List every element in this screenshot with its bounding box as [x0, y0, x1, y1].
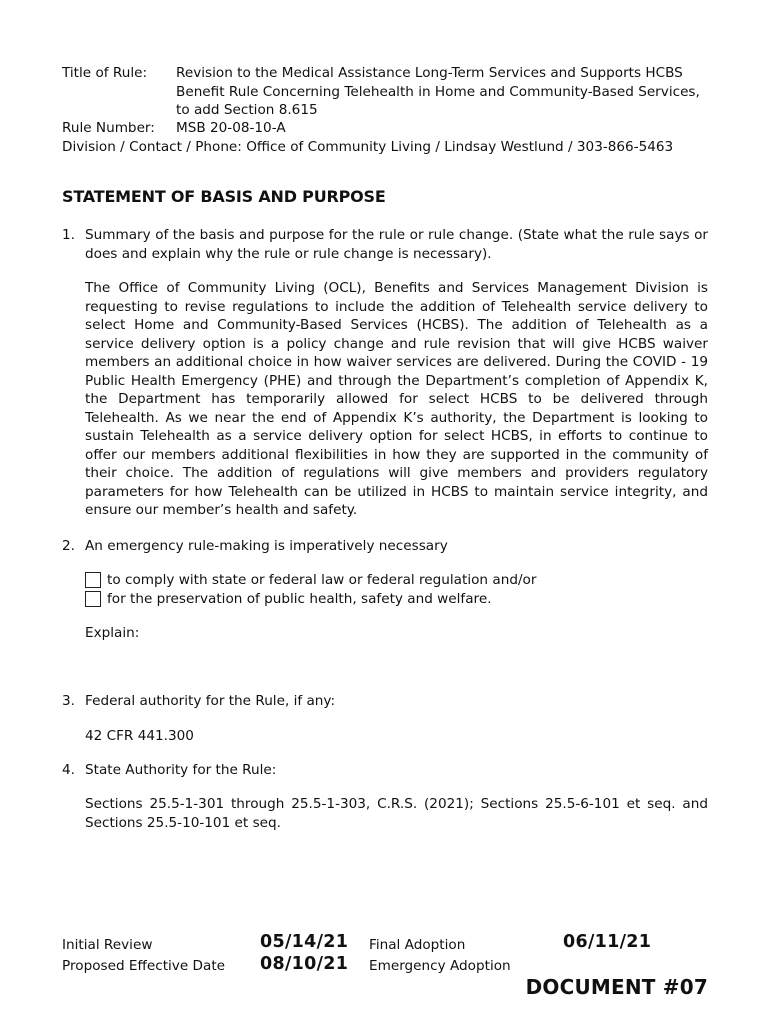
- emergency-adoption-label: Emergency Adoption: [369, 958, 511, 974]
- item-number-3: 3.: [62, 693, 75, 709]
- q3-prompt: Federal authority for the Rule, if any:: [85, 693, 336, 709]
- final-adoption-date: 06/11/21: [563, 932, 652, 952]
- initial-review-label: Initial Review: [62, 937, 153, 953]
- checkbox[interactable]: [85, 572, 101, 588]
- initial-review-date: 05/14/21: [260, 932, 349, 952]
- q1-answer: The Office of Community Living (OCL), Benefits and Services Management Division is requesting to revise regulations to include the addition of Telehealth service delivery to select Home and Community-Based Services (HCBS). The addition of Telehealth as a service delivery option is a policy change and rule revision that will give HCBS waiver members an additional choice in how waiver services are delivered. During the COVID - 19 Public Health Emergency (PHE) and through the Department’s completion of Appendix K, the Department has temporarily allowed for select HCBS to be delivered through Telehealth. As we near the end of Appendix K’s authority, the Department is looking to sustain Telehealth as a service delivery option for select HCBS, in efforts to continue to offer our members additional flexibilities in how they are supported in the community of their choice. The addition of regulations will give members and providers regulatory parameters for how Telehealth can be utilized in HCBS to maintain service integrity, and ensure our member’s health and safety.: [85, 280, 708, 518]
- checkbox-label: for the preservation of public health, safety and welfare.: [107, 590, 492, 607]
- proposed-effective-date-label: Proposed Effective Date: [62, 958, 226, 974]
- emergency-option-health[interactable]: [85, 590, 492, 608]
- q1-prompt: Summary of the basis and purpose for the rule or rule change. (State what the rule says or does and explain why the rule or rule change is necessary).: [85, 227, 708, 262]
- checkbox-label: to comply with state or federal law or federal regulation and/or: [107, 571, 537, 588]
- q4-prompt: State Authority for the Rule:: [85, 762, 277, 778]
- document-number: DOCUMENT #07: [525, 975, 708, 999]
- rule-number-value: MSB 20-08-10-A: [176, 120, 286, 136]
- item-number-4: 4.: [62, 762, 75, 778]
- section-title: STATEMENT OF BASIS AND PURPOSE: [62, 187, 386, 206]
- q3-answer: 42 CFR 441.300: [85, 728, 194, 744]
- title-of-rule-label: Title of Rule:: [62, 65, 148, 81]
- q4-answer: Sections 25.5-1-301 through 25.5-1-303, C.R.S. (2021); Sections 25.5-6-101 et seq. and Sections 25.5-10-101 et seq.: [85, 796, 708, 831]
- q2-prompt: An emergency rule-making is imperatively necessary: [85, 538, 448, 554]
- proposed-effective-date: 08/10/21: [260, 954, 349, 974]
- item-number-1: 1.: [62, 227, 75, 243]
- final-adoption-label: Final Adoption: [369, 937, 466, 953]
- emergency-option-law[interactable]: [85, 571, 536, 589]
- explain-label: Explain:: [85, 625, 140, 641]
- division-contact-phone: Division / Contact / Phone: Office of Community Living / Lindsay Westlund / 303-866-5463: [62, 139, 674, 155]
- rule-number-label: Rule Number:: [62, 120, 155, 136]
- item-number-2: 2.: [62, 538, 75, 554]
- checkbox[interactable]: [85, 591, 101, 607]
- title-of-rule-value: Revision to the Medical Assistance Long-Term Services and Supports HCBS Benefit Rule Concerning Telehealth in Home and Community-Based Services, to add Section 8.615: [176, 65, 700, 118]
